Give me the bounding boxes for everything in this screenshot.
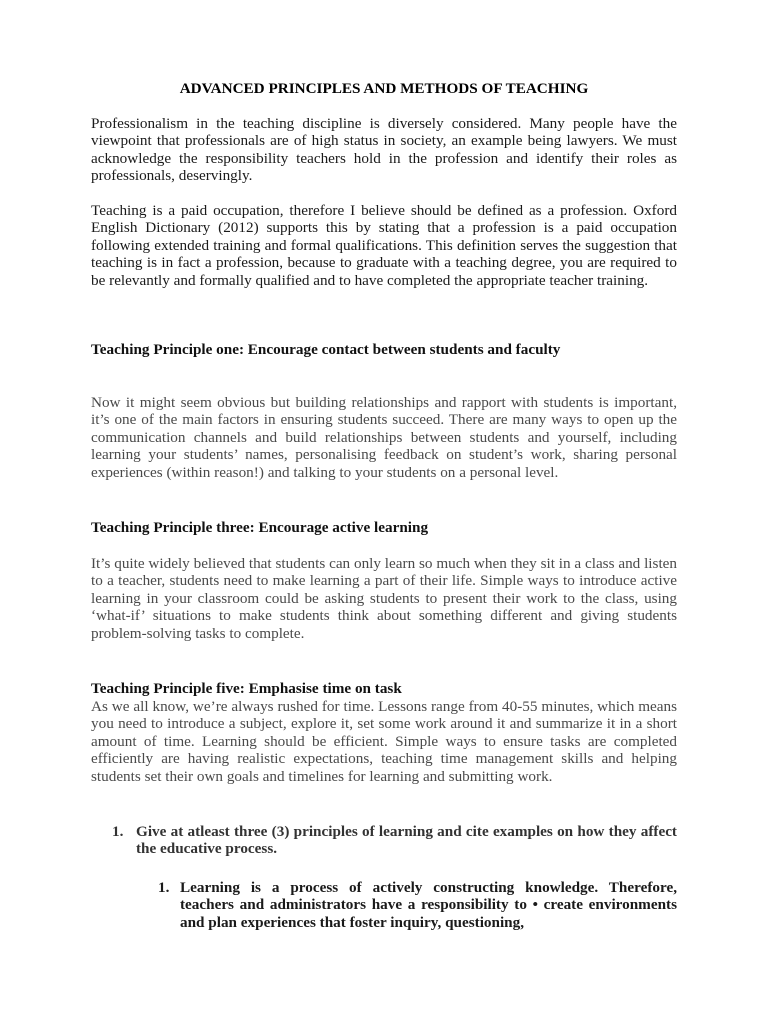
answer-text: Learning is a process of actively constructing knowledge. Therefore, teachers and administrators have a responsibility to • create environments and plan experiences that foster inquiry, questioning, bbox=[180, 879, 677, 931]
heading-principle-three: Teaching Principle three: Encourage active learning bbox=[91, 519, 429, 536]
heading-principle-five: Teaching Principle five: Emphasise time on task bbox=[91, 680, 402, 697]
document-title: ADVANCED PRINCIPLES AND METHODS OF TEACHING bbox=[179, 80, 589, 97]
paragraph-teaching-occupation: Teaching is a paid occupation, therefore I believe should be defined as a profession. Oxford English Dictionary (2012) supports this by stating that a profession is a paid occupation following extended training and formal qualifications. This definition serves the suggestion that teaching is in fact a profession, because to graduate with a teaching degree, you are required to be relevantly and formally qualified and to have completed the appropriate teacher training. bbox=[91, 202, 677, 289]
paragraph-active-learning: It’s quite widely believed that students can only learn so much when they sit in a class and listen to a teacher, students need to make learning a part of their life. Simple ways to introduce active learning in your classroom could be asking students to present their work to the class, using ‘what-if’ situations to make students think about something different and giving students problem-solving tasks to complete. bbox=[91, 555, 677, 642]
heading-principle-one: Teaching Principle one: Encourage contact between students and faculty bbox=[91, 341, 561, 358]
paragraph-professionalism: Professionalism in the teaching discipline is diversely considered. Many people have the viewpoint that professionals are of high status in society, an example being lawyers. We must acknowledge the responsibility teachers hold in the profession and identify their roles as professionals, deservingly. bbox=[91, 115, 677, 185]
question-list-item bbox=[112, 823, 677, 858]
question-number: 1. bbox=[112, 823, 124, 840]
answer-number: 1. bbox=[158, 879, 170, 896]
paragraph-time-on-task: As we all know, we’re always rushed for time. Lessons range from 40-55 minutes, which means you need to introduce a subject, explore it, set some work around it and summarize it in a short amount of time. Learning should be efficient. Simple ways to ensure tasks are completed efficiently are having realistic expectations, teaching time management skills and helping students set their own goals and timelines for learning and submitting work. bbox=[91, 698, 677, 785]
paragraph-relationships: Now it might seem obvious but building relationships and rapport with students is important, it’s one of the main factors in ensuring students succeed. There are many ways to open up the communication channels and build relationships between students and yourself, including learning your students’ names, personalising feedback on student’s work, sharing personal experiences (within reason!) and talking to your students on a personal level. bbox=[91, 394, 677, 481]
answer-list-item bbox=[158, 879, 677, 931]
question-text: Give at atleast three (3) principles of learning and cite examples on how they affect the educative process. bbox=[136, 823, 677, 858]
